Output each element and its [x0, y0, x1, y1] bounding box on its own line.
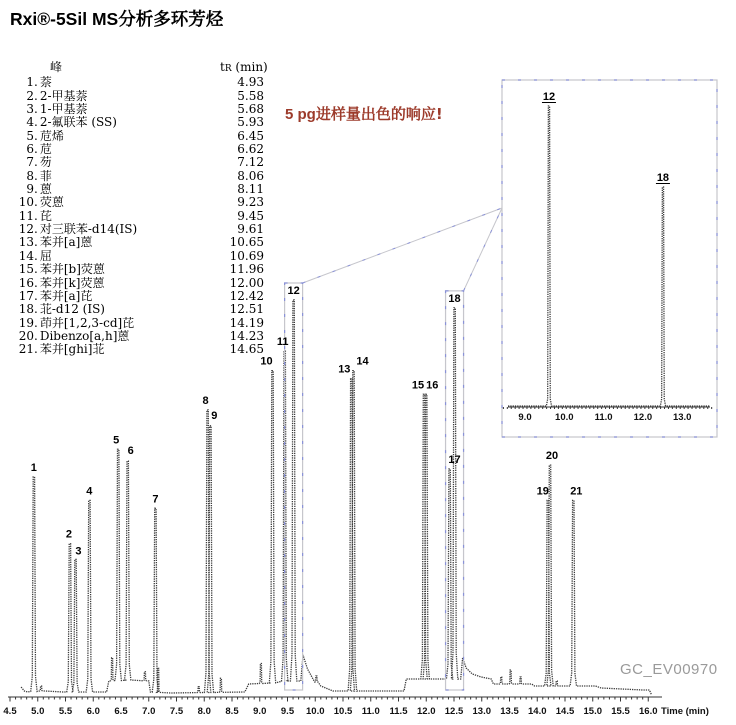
peak-label: 5: [113, 434, 120, 447]
peak-name: 2-甲基萘: [39, 89, 88, 103]
peak-number: 12: [18, 222, 34, 237]
peak-rt: 14.65: [229, 342, 264, 357]
peak-number: 21: [18, 342, 34, 357]
peak-name: 苯并[k]荧蒽: [39, 276, 105, 290]
inset-x-tick-label: 12.0: [633, 412, 653, 423]
title-latin: Rxi®-5Sil MS: [10, 9, 119, 29]
peak-number: 10: [18, 195, 34, 210]
x-tick-label: 4.5: [3, 706, 17, 717]
peak-rt: 11.96: [229, 262, 264, 277]
x-tick-label: 5.0: [31, 706, 45, 717]
inset-panel: [502, 80, 717, 437]
peak-number: 1: [26, 75, 34, 90]
peak-table-row: 4 . 2-氟联苯 (SS) 5.93: [12, 116, 264, 129]
x-tick-label: 16.0: [639, 706, 658, 717]
peak-table-row: 16 . 苯并[k]荧蒽 12.00: [12, 277, 264, 290]
peak-number: 2: [26, 88, 34, 103]
peak-number: 5: [26, 128, 34, 143]
peak-rt: 9.61: [237, 222, 264, 237]
x-tick-label: 8.5: [225, 706, 239, 717]
peak-rt: 5.93: [237, 115, 264, 130]
peak-number: 7: [26, 155, 34, 170]
peak-label: 3: [75, 545, 82, 558]
peak-name: 苯并[a]芘: [39, 289, 93, 303]
peak-label: 19: [536, 485, 549, 498]
x-tick-label: 10.0: [306, 706, 325, 717]
inset-peak-label: 18: [656, 172, 670, 184]
peak-label: 8: [202, 395, 209, 408]
peak-number: 9: [26, 182, 34, 197]
peak-label: 14: [356, 355, 369, 368]
title-cjk: 分析多环芳烃: [118, 10, 224, 30]
peak-number: 6: [26, 142, 34, 157]
peak-label: 17: [448, 453, 461, 466]
peak-rt: 12.51: [229, 302, 264, 317]
peak-name: 菲: [39, 169, 52, 183]
peak-number: 14: [18, 248, 34, 263]
watermark: GC_EV00970: [620, 661, 718, 678]
x-tick-label: 10.5: [333, 706, 353, 717]
x-tick-label: 9.5: [280, 706, 295, 717]
peak-number: 13: [18, 235, 34, 250]
x-tick-label: 15.5: [611, 706, 630, 717]
peak-number: 18: [18, 302, 34, 317]
peak-label: 13: [338, 363, 351, 376]
peak-number: 3: [26, 102, 34, 117]
inset-x-tick-label: 9.0: [518, 412, 532, 423]
x-tick-label: 12.0: [417, 706, 436, 717]
peak-number: 11: [18, 208, 34, 223]
peak-name: 苯并[a]蒽: [39, 236, 93, 250]
peak-name: 苯并[ghi]苝: [39, 343, 105, 357]
peak-name: 荧蒽: [39, 196, 64, 210]
peak-name: 对三联苯-d14(IS): [39, 223, 138, 237]
peak-rt: 8.11: [237, 182, 264, 197]
peak-name: 苯并[b]荧蒽: [39, 263, 105, 277]
peak-table-header-rt: tR (min): [220, 60, 268, 74]
peak-rt: 12.42: [229, 288, 264, 303]
peak-rt: 4.93: [237, 75, 264, 90]
peak-table-row: 6 . 苊 6.62: [12, 143, 264, 156]
peak-table-row: 8 . 菲 8.06: [12, 170, 264, 183]
x-tick-label: 14.5: [555, 706, 575, 717]
peak-label: 15: [411, 379, 425, 392]
inset-x-tick-label: 10.0: [555, 412, 574, 423]
peak-label: 10: [260, 355, 273, 368]
x-tick-label: 11.5: [389, 706, 408, 717]
peak-name: 蒽: [39, 183, 52, 197]
x-tick-label: 12.5: [444, 706, 464, 717]
peak-table-row: 1 . 萘 4.93: [12, 76, 264, 89]
peak-table-row: 19 . 茚并[1,2,3-cd]芘 14.19: [12, 317, 264, 330]
peak-table-row: 18 . 苝-d12 (IS) 12.51: [12, 303, 264, 316]
peak-label: 4: [86, 485, 93, 498]
peak-table-row: 9 . 蒽 8.11: [12, 183, 264, 196]
peak-name: Dibenzo[a,h]蒽: [39, 329, 130, 343]
x-tick-label: 15.0: [583, 706, 602, 717]
inset-x-tick-label: 11.0: [594, 412, 613, 423]
peak-number: 17: [18, 288, 34, 303]
x-tick-label: 5.5: [58, 706, 73, 717]
peak-table-row: 10 . 荧蒽 9.23: [12, 196, 264, 209]
peak-table-row: 3 . 1-甲基萘 5.68: [12, 103, 264, 116]
x-tick-label: 8.0: [197, 706, 211, 717]
peak-name: 屈: [39, 249, 52, 263]
peak-number: 8: [26, 168, 34, 183]
peak-rt: 6.45: [237, 128, 264, 143]
peak-label: 9: [211, 409, 218, 422]
peak-table-row: 11 . 芘 9.45: [12, 210, 264, 223]
peak-table-row: 13 . 苯并[a]蒽 10.65: [12, 236, 264, 249]
peak-label: 11: [276, 336, 289, 349]
peak-label: 16: [426, 379, 439, 392]
x-tick-label: 7.5: [169, 706, 184, 717]
peak-table-row: 20 . Dibenzo[a,h]蒽 14.23: [12, 330, 264, 343]
peak-name: 芴: [39, 156, 52, 170]
peak-label: 21: [570, 485, 583, 498]
peak-table-row: 12 . 对三联苯-d14(IS) 9.61: [12, 223, 264, 236]
peak-rt: 12.00: [229, 275, 264, 290]
peak-rt: 9.23: [237, 195, 264, 210]
peak-number: 16: [18, 275, 34, 290]
peak-table-row: 7 . 芴 7.12: [12, 156, 264, 169]
peak-name: 芘: [39, 209, 52, 223]
x-tick-label: 6.5: [114, 706, 128, 717]
x-tick-label: 9.0: [253, 706, 267, 717]
peak-label: 1: [30, 461, 37, 474]
peak-rt: 14.23: [229, 328, 264, 343]
peak-table-row: 14 . 屈 10.69: [12, 250, 264, 263]
peak-label: 7: [152, 493, 159, 506]
peak-rt: 10.69: [229, 248, 264, 263]
peak-rt: 14.19: [229, 315, 264, 330]
peak-label: 18: [448, 292, 461, 305]
peak-name: 苊烯: [39, 129, 64, 143]
peak-rt: 5.58: [237, 88, 264, 103]
peak-number: 4: [26, 115, 34, 130]
peak-label: 20: [545, 450, 559, 463]
peak-table-header-peak: 峰: [50, 61, 63, 74]
peak-name: 茚并[1,2,3-cd]芘: [39, 316, 135, 330]
peak-rt: 7.12: [237, 155, 264, 170]
peak-label: 6: [127, 445, 134, 458]
peak-rt: 10.65: [229, 235, 264, 250]
x-tick-label: 7.0: [142, 706, 156, 717]
peak-rt: 5.68: [237, 102, 264, 117]
peak-name: 萘: [39, 76, 52, 90]
peak-table-row: 21 . 苯并[ghi]苝 14.65: [12, 343, 264, 356]
peak-name: 1-甲基萘: [39, 103, 88, 117]
peak-table-row: 5 . 苊烯 6.45: [12, 130, 264, 143]
peak-table-row: 15 . 苯并[b]荧蒽 11.96: [12, 263, 264, 276]
x-axis-title: Time (min): [661, 706, 709, 717]
peak-table-row: 2 . 2-甲基萘 5.58: [12, 90, 264, 103]
x-tick-label: 11.0: [361, 706, 380, 717]
inset-peak-label: 12: [542, 91, 556, 103]
x-tick-label: 13.0: [472, 706, 491, 717]
peak-name: 苝-d12 (IS): [39, 303, 105, 317]
peak-number: 15: [18, 262, 34, 277]
callout-latin: 5 pg: [285, 106, 316, 123]
peak-number: 20: [18, 328, 34, 343]
peak-name: 2-氟联苯 (SS): [39, 116, 117, 130]
peak-number: 19: [18, 315, 34, 330]
peak-label: 2: [65, 528, 73, 541]
peak-rt: 8.06: [237, 168, 264, 183]
x-tick-label: 6.0: [86, 706, 100, 717]
peak-label: 12: [287, 285, 300, 297]
inset-x-tick-label: 13.0: [672, 412, 692, 423]
peak-rt: 6.62: [237, 142, 264, 157]
x-tick-label: 14.0: [528, 706, 547, 717]
peak-rt: 9.45: [237, 208, 264, 223]
peak-table-row: 17 . 苯并[a]芘 12.42: [12, 290, 264, 303]
callout-cjk: 进样量出色的响应!: [315, 105, 443, 123]
x-tick-label: 13.5: [500, 706, 519, 717]
peak-name: 苊: [39, 143, 52, 157]
